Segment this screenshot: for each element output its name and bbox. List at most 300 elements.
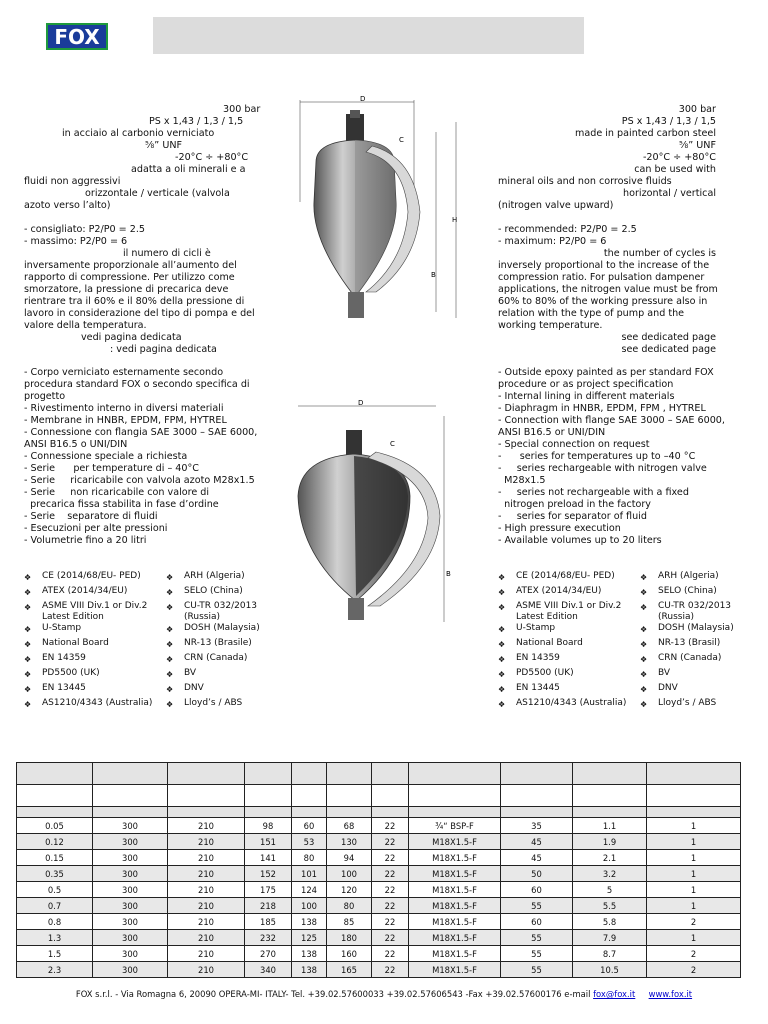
diamond-bullet-icon: ❖ bbox=[24, 625, 32, 634]
table-cell: 1.1 bbox=[573, 818, 647, 834]
diamond-bullet-icon: ❖ bbox=[640, 573, 648, 582]
table-cell: 60 bbox=[501, 882, 573, 898]
spec-line bbox=[24, 212, 274, 224]
table-row bbox=[17, 914, 741, 930]
table-cell: M18X1.5-F bbox=[409, 882, 501, 898]
diamond-bullet-icon: ❖ bbox=[24, 685, 32, 694]
footer-website-link[interactable]: www.fox.it bbox=[648, 989, 693, 999]
feature-line: nitrogen preload in the factory bbox=[498, 499, 651, 510]
table-cell: 210 bbox=[168, 914, 245, 930]
certification-item: ASME VIII Div.1 or Div.2 Latest Edition bbox=[516, 601, 622, 622]
table-cell: 210 bbox=[168, 962, 245, 978]
dim-c-label-2: C bbox=[390, 440, 395, 448]
diamond-bullet-icon: ❖ bbox=[640, 655, 648, 664]
table-cell: 0.15 bbox=[17, 850, 93, 866]
footer bbox=[0, 988, 768, 1000]
table-row bbox=[17, 882, 741, 898]
table-cell: 232 bbox=[245, 930, 292, 946]
certification-item: CU-TR 032/2013 (Russia) bbox=[658, 601, 732, 622]
certifications-left bbox=[24, 571, 264, 713]
cert-row bbox=[24, 571, 264, 586]
table-cell: 80 bbox=[327, 898, 372, 914]
table-cell: 210 bbox=[168, 930, 245, 946]
table-cell: 53 bbox=[292, 834, 327, 850]
table-cell: 7.9 bbox=[573, 930, 647, 946]
table-cell: 1 bbox=[647, 834, 741, 850]
table-cell: 3.2 bbox=[573, 866, 647, 882]
feature-line: ANSI B16.5 o UNI/DIN bbox=[24, 439, 128, 450]
feature-line: progetto bbox=[24, 391, 66, 402]
table-cell: M18X1.5-F bbox=[409, 946, 501, 962]
diamond-bullet-icon: ❖ bbox=[498, 685, 506, 694]
table-cell: 0.8 bbox=[17, 914, 93, 930]
cert-row bbox=[498, 668, 738, 683]
table-cell: 22 bbox=[372, 866, 409, 882]
diamond-bullet-icon: ❖ bbox=[166, 588, 174, 597]
table-cell: M18X1.5-F bbox=[409, 962, 501, 978]
table-cell: 300 bbox=[93, 866, 168, 882]
cert-row bbox=[24, 586, 264, 601]
table-cell: 300 bbox=[93, 946, 168, 962]
diamond-bullet-icon: ❖ bbox=[24, 603, 32, 612]
table-cell: 68 bbox=[327, 818, 372, 834]
diamond-bullet-icon: ❖ bbox=[498, 655, 506, 664]
cert-row bbox=[498, 623, 738, 638]
spec-line: see dedicated page bbox=[621, 344, 716, 355]
certification-item: ASME VIII Div.1 or Div.2 Latest Edition bbox=[42, 601, 148, 622]
dim-h-label: H bbox=[452, 216, 458, 224]
table-cell: M18X1.5-F bbox=[409, 914, 501, 930]
right-specifications bbox=[498, 104, 716, 356]
table-cell: 2 bbox=[647, 914, 741, 930]
certification-item: CU-TR 032/2013 (Russia) bbox=[184, 601, 258, 622]
table-cell: 22 bbox=[372, 946, 409, 962]
certification-item: DNV bbox=[184, 683, 204, 693]
feature-line: procedure or as project specification bbox=[498, 379, 674, 390]
feature-line: - Outside epoxy painted as per standard FOX bbox=[498, 367, 714, 378]
dim-d-label-2: D bbox=[358, 399, 364, 407]
diamond-bullet-icon: ❖ bbox=[166, 655, 174, 664]
table-cell: 5.5 bbox=[573, 898, 647, 914]
table-cell: 55 bbox=[501, 946, 573, 962]
certification-item: ATEX (2014/34/EU) bbox=[42, 586, 128, 596]
table-cell: M18X1.5-F bbox=[409, 834, 501, 850]
table-row bbox=[17, 866, 741, 882]
dim-c-label: C bbox=[399, 136, 404, 144]
certification-item: PD5500 (UK) bbox=[516, 668, 574, 678]
left-features-list bbox=[24, 367, 274, 547]
table-cell: 100 bbox=[292, 898, 327, 914]
spec-line: - maximum: P2/P0 = 6 bbox=[498, 236, 607, 247]
specification-table bbox=[16, 762, 741, 978]
cert-row bbox=[24, 683, 264, 698]
table-cell: 300 bbox=[93, 882, 168, 898]
feature-line: - series not rechargeable with a fixed bbox=[498, 487, 689, 498]
table-cell: 300 bbox=[93, 914, 168, 930]
table-cell: 0.12 bbox=[17, 834, 93, 850]
table-header-row bbox=[17, 807, 741, 818]
cert-row bbox=[498, 601, 738, 623]
table-cell: 101 bbox=[292, 866, 327, 882]
table-cell: 35 bbox=[501, 818, 573, 834]
table-cell: 80 bbox=[292, 850, 327, 866]
table-cell: 55 bbox=[501, 962, 573, 978]
feature-line: - Serie per temperature di – 40°C bbox=[24, 463, 200, 474]
diamond-bullet-icon: ❖ bbox=[166, 573, 174, 582]
table-cell: 60 bbox=[501, 914, 573, 930]
table-cell: 185 bbox=[245, 914, 292, 930]
table-row bbox=[17, 930, 741, 946]
cert-row bbox=[498, 698, 738, 713]
accumulator-drawing-bottom bbox=[286, 396, 478, 632]
feature-line: procedura standard FOX o secondo specifica di bbox=[24, 379, 250, 390]
table-row bbox=[17, 962, 741, 978]
spec-line: inversamente proporzionale all’aumento del bbox=[24, 260, 237, 271]
table-cell: 55 bbox=[501, 898, 573, 914]
diamond-bullet-icon: ❖ bbox=[166, 685, 174, 694]
certification-item: BV bbox=[184, 668, 197, 678]
certification-item: CRN (Canada) bbox=[658, 653, 722, 663]
feature-line: - series for separator of fluid bbox=[498, 511, 647, 522]
table-cell: 55 bbox=[501, 930, 573, 946]
certification-item: AS1210/4343 (Australia) bbox=[42, 698, 153, 708]
table-cell: 22 bbox=[372, 882, 409, 898]
diamond-bullet-icon: ❖ bbox=[24, 700, 32, 709]
table-cell: 2 bbox=[647, 946, 741, 962]
spec-line: -20°C ÷ +80°C bbox=[175, 152, 249, 163]
cert-row bbox=[498, 683, 738, 698]
cert-row bbox=[24, 623, 264, 638]
spec-line: horizontal / vertical bbox=[623, 188, 716, 199]
table-cell: 1 bbox=[647, 898, 741, 914]
table-cell: 210 bbox=[168, 866, 245, 882]
feature-line: precarica fissa stabilita in fase d’ordine bbox=[24, 499, 219, 510]
certification-item: SELO (China) bbox=[658, 586, 717, 596]
diamond-bullet-icon: ❖ bbox=[166, 640, 174, 649]
spec-line: PS x 1,43 / 1,3 / 1,5 bbox=[621, 116, 716, 127]
diamond-bullet-icon: ❖ bbox=[166, 625, 174, 634]
spec-line: orizzontale / verticale (valvola bbox=[85, 188, 230, 199]
spec-line: the number of cycles is bbox=[603, 248, 716, 259]
table-cell: 1.3 bbox=[17, 930, 93, 946]
table-cell: 22 bbox=[372, 818, 409, 834]
spec-line: mineral oils and non corrosive fluids bbox=[498, 176, 672, 187]
spec-line: relation with the type of pump and the bbox=[498, 308, 685, 319]
certifications-right bbox=[498, 571, 738, 713]
table-cell: 22 bbox=[372, 914, 409, 930]
table-cell: 300 bbox=[93, 930, 168, 946]
table-cell: 1 bbox=[647, 866, 741, 882]
table-cell: 85 bbox=[327, 914, 372, 930]
spec-line: - consigliato: P2/P0 = 2.5 bbox=[24, 224, 146, 235]
table-row bbox=[17, 946, 741, 962]
diamond-bullet-icon: ❖ bbox=[640, 700, 648, 709]
cert-row bbox=[24, 653, 264, 668]
table-cell: 300 bbox=[93, 834, 168, 850]
table-row bbox=[17, 818, 741, 834]
cert-row bbox=[24, 601, 264, 623]
table-cell: 210 bbox=[168, 946, 245, 962]
table-cell: 2 bbox=[647, 962, 741, 978]
certification-item: National Board bbox=[42, 638, 109, 648]
left-specifications bbox=[24, 104, 274, 356]
table-cell: 8.7 bbox=[573, 946, 647, 962]
certification-item: NR-13 (Brasile) bbox=[184, 638, 252, 648]
table-cell: 210 bbox=[168, 850, 245, 866]
dim-b-label-2: B bbox=[446, 570, 451, 578]
diamond-bullet-icon: ❖ bbox=[498, 700, 506, 709]
feature-line: - Connessione con flangia SAE 3000 – SAE 6000, bbox=[24, 427, 258, 438]
feature-line: - Internal lining in different materials bbox=[498, 391, 675, 402]
feature-line: - Available volumes up to 20 liters bbox=[498, 535, 662, 546]
spec-line: (nitrogen valve upward) bbox=[498, 200, 614, 211]
certification-item: EN 13445 bbox=[516, 683, 560, 693]
table-cell: 125 bbox=[292, 930, 327, 946]
table-cell: 160 bbox=[327, 946, 372, 962]
table-cell: 60 bbox=[292, 818, 327, 834]
certification-item: Lloyd’s / ABS bbox=[184, 698, 243, 708]
certification-item: ARH (Algeria) bbox=[658, 571, 719, 581]
table-cell: 50 bbox=[501, 866, 573, 882]
certification-item: CE (2014/68/EU- PED) bbox=[42, 571, 141, 581]
certification-item: ARH (Algeria) bbox=[184, 571, 245, 581]
diamond-bullet-icon: ❖ bbox=[166, 603, 174, 612]
accumulator-drawing-top bbox=[286, 92, 478, 328]
table-cell: 210 bbox=[168, 834, 245, 850]
header-title-bar bbox=[153, 17, 584, 54]
diamond-bullet-icon: ❖ bbox=[640, 588, 648, 597]
feature-line: - High pressure execution bbox=[498, 523, 621, 534]
table-cell: 100 bbox=[327, 866, 372, 882]
table-cell: 2.3 bbox=[17, 962, 93, 978]
dim-b-label: B bbox=[431, 271, 436, 279]
certification-item: NR-13 (Brasil) bbox=[658, 638, 721, 648]
table-cell: 218 bbox=[245, 898, 292, 914]
cert-row bbox=[498, 571, 738, 586]
spec-line: adatta a oli minerali e a bbox=[131, 164, 246, 175]
certification-item: AS1210/4343 (Australia) bbox=[516, 698, 627, 708]
table-cell: 98 bbox=[245, 818, 292, 834]
table-cell: 300 bbox=[93, 850, 168, 866]
diamond-bullet-icon: ❖ bbox=[498, 640, 506, 649]
right-features-list bbox=[498, 367, 728, 547]
table-cell: 1 bbox=[647, 850, 741, 866]
table-cell: 300 bbox=[93, 962, 168, 978]
spec-line: working temperature. bbox=[498, 320, 603, 331]
spec-line: lavoro in considerazione del tipo di pompa e del bbox=[24, 308, 255, 319]
feature-line: - Rivestimento interno in diversi materiali bbox=[24, 403, 224, 414]
diamond-bullet-icon: ❖ bbox=[24, 588, 32, 597]
spec-line: made in painted carbon steel bbox=[575, 128, 716, 139]
diamond-bullet-icon: ❖ bbox=[640, 685, 648, 694]
diamond-bullet-icon: ❖ bbox=[498, 670, 506, 679]
feature-line: - Volumetrie fino a 20 litri bbox=[24, 535, 147, 546]
table-cell: 22 bbox=[372, 834, 409, 850]
spec-line: : vedi pagina dedicata bbox=[110, 344, 217, 355]
spec-line: - recommended: P2/P0 = 2.5 bbox=[498, 224, 637, 235]
table-cell: 130 bbox=[327, 834, 372, 850]
feature-line: - Connessione speciale a richiesta bbox=[24, 451, 188, 462]
cert-row bbox=[498, 638, 738, 653]
table-cell: 138 bbox=[292, 962, 327, 978]
certification-item: EN 13445 bbox=[42, 683, 86, 693]
spec-line: ⅝” UNF bbox=[145, 140, 183, 151]
certification-item: U-Stamp bbox=[42, 623, 82, 633]
table-cell: 1.5 bbox=[17, 946, 93, 962]
table-cell: 5.8 bbox=[573, 914, 647, 930]
table-cell: 0.7 bbox=[17, 898, 93, 914]
certification-item: DOSH (Malaysia) bbox=[184, 623, 260, 633]
dim-d-label: D bbox=[360, 95, 366, 103]
table-cell: 165 bbox=[327, 962, 372, 978]
spec-line: il numero di cicli è bbox=[123, 248, 211, 259]
diamond-bullet-icon: ❖ bbox=[166, 700, 174, 709]
spec-line: applications, the nitrogen value must be from bbox=[498, 284, 718, 295]
certification-item: Lloyd’s / ABS bbox=[658, 698, 717, 708]
table-cell: 45 bbox=[501, 850, 573, 866]
table-cell: 0.05 bbox=[17, 818, 93, 834]
diamond-bullet-icon: ❖ bbox=[640, 625, 648, 634]
table-cell: 138 bbox=[292, 914, 327, 930]
certification-item: EN 14359 bbox=[42, 653, 86, 663]
certification-item: ATEX (2014/34/EU) bbox=[516, 586, 602, 596]
cert-row bbox=[24, 638, 264, 653]
spec-line: smorzatore, la pressione di precarica deve bbox=[24, 284, 229, 295]
feature-line: - Diaphragm in HNBR, EPDM, FPM , HYTREL bbox=[498, 403, 706, 414]
table-cell: 151 bbox=[245, 834, 292, 850]
certification-item: DOSH (Malaysia) bbox=[658, 623, 734, 633]
table-cell: 1 bbox=[647, 882, 741, 898]
spec-line: in acciaio al carbonio verniciato bbox=[62, 128, 215, 139]
spec-line: vedi pagina dedicata bbox=[81, 332, 182, 343]
logo-text: FOX bbox=[54, 25, 100, 49]
diamond-bullet-icon: ❖ bbox=[498, 625, 506, 634]
table-cell: 22 bbox=[372, 850, 409, 866]
table-cell: 152 bbox=[245, 866, 292, 882]
table-cell: 22 bbox=[372, 962, 409, 978]
diamond-bullet-icon: ❖ bbox=[640, 640, 648, 649]
cert-row bbox=[498, 586, 738, 601]
table-cell: M18X1.5-F bbox=[409, 850, 501, 866]
table-cell: 1 bbox=[647, 818, 741, 834]
certification-item: SELO (China) bbox=[184, 586, 243, 596]
table-header-row bbox=[17, 785, 741, 807]
certification-item: EN 14359 bbox=[516, 653, 560, 663]
feature-line: - Esecuzioni per alte pressioni bbox=[24, 523, 168, 534]
diamond-bullet-icon: ❖ bbox=[24, 573, 32, 582]
spec-line: ⅝” UNF bbox=[678, 140, 716, 151]
table-cell: 120 bbox=[327, 882, 372, 898]
footer-address: FOX s.r.l. - Via Romagna 6, 20090 OPERA-MI- ITALY- Tel. +39.02.57600033 +39.02.57606543 -Fax +39.02.57600176 e-mail bbox=[75, 989, 594, 999]
spec-line: see dedicated page bbox=[621, 332, 716, 343]
spec-line: 300 bar bbox=[223, 104, 261, 115]
spec-line: - massimo: P2/P0 = 6 bbox=[24, 236, 128, 247]
diamond-bullet-icon: ❖ bbox=[498, 603, 506, 612]
table-cell: 0.35 bbox=[17, 866, 93, 882]
table-cell: 22 bbox=[372, 930, 409, 946]
footer-email-link[interactable]: fox@fox.it bbox=[593, 989, 636, 999]
certification-item: BV bbox=[658, 668, 671, 678]
table-cell: 270 bbox=[245, 946, 292, 962]
table-cell: 94 bbox=[327, 850, 372, 866]
table-cell: 300 bbox=[93, 818, 168, 834]
spec-line: azoto verso l’alto) bbox=[24, 200, 111, 211]
table-cell: 138 bbox=[292, 946, 327, 962]
table-cell: 141 bbox=[245, 850, 292, 866]
certification-item: U-Stamp bbox=[516, 623, 556, 633]
spec-line: compression ratio. For pulsation dampener bbox=[498, 272, 705, 283]
feature-line: - Special connection on request bbox=[498, 439, 650, 450]
feature-line: - Serie separatore di fluidi bbox=[24, 511, 158, 522]
cert-row bbox=[24, 668, 264, 683]
spec-line: inversely proportional to the increase of the bbox=[498, 260, 710, 271]
table-row bbox=[17, 898, 741, 914]
cert-row bbox=[24, 698, 264, 713]
table-cell: 45 bbox=[501, 834, 573, 850]
diamond-bullet-icon: ❖ bbox=[166, 670, 174, 679]
table-cell: 1 bbox=[647, 930, 741, 946]
certification-item: CRN (Canada) bbox=[184, 653, 248, 663]
certification-item: DNV bbox=[658, 683, 678, 693]
certification-item: CE (2014/68/EU- PED) bbox=[516, 571, 615, 581]
table-cell: M18X1.5-F bbox=[409, 866, 501, 882]
diamond-bullet-icon: ❖ bbox=[498, 573, 506, 582]
table-row bbox=[17, 850, 741, 866]
table-cell: 2.1 bbox=[573, 850, 647, 866]
table-cell: M18X1.5-F bbox=[409, 898, 501, 914]
table-cell: 340 bbox=[245, 962, 292, 978]
diamond-bullet-icon: ❖ bbox=[24, 640, 32, 649]
diamond-bullet-icon: ❖ bbox=[24, 670, 32, 679]
diamond-bullet-icon: ❖ bbox=[498, 588, 506, 597]
feature-line: - Membrane in HNBR, EPDM, FPM, HYTREL bbox=[24, 415, 227, 426]
feature-line: - Connection with flange SAE 3000 – SAE 6000, bbox=[498, 415, 725, 426]
table-cell: 210 bbox=[168, 882, 245, 898]
table-cell: 175 bbox=[245, 882, 292, 898]
spec-line: fluidi non aggressivi bbox=[24, 176, 121, 187]
diamond-bullet-icon: ❖ bbox=[24, 655, 32, 664]
certification-item: PD5500 (UK) bbox=[42, 668, 100, 678]
fox-logo bbox=[46, 23, 108, 50]
table-cell: 180 bbox=[327, 930, 372, 946]
table-cell: 1.9 bbox=[573, 834, 647, 850]
table-cell: 5 bbox=[573, 882, 647, 898]
spec-line: -20°C ÷ +80°C bbox=[642, 152, 716, 163]
feature-line: - series rechargeable with nitrogen valve bbox=[498, 463, 707, 474]
table-cell: 300 bbox=[93, 898, 168, 914]
feature-line: - series for temperatures up to –40 °C bbox=[498, 451, 696, 462]
table-cell: 210 bbox=[168, 818, 245, 834]
spec-line bbox=[498, 212, 716, 224]
table-cell: 0.5 bbox=[17, 882, 93, 898]
spec-line: rapporto di compressione. Per utilizzo come bbox=[24, 272, 235, 283]
spec-line: 300 bar bbox=[678, 104, 716, 115]
spec-line: can be used with bbox=[634, 164, 716, 175]
certification-item: National Board bbox=[516, 638, 583, 648]
diamond-bullet-icon: ❖ bbox=[640, 603, 648, 612]
cert-row bbox=[498, 653, 738, 668]
spec-line: rientrare tra il 60% e il 80% della pressione di bbox=[24, 296, 245, 307]
spec-line: valore della temperatura. bbox=[24, 320, 147, 331]
table-header-row bbox=[17, 763, 741, 785]
feature-line: - Serie non ricaricabile con valore di bbox=[24, 487, 210, 498]
diamond-bullet-icon: ❖ bbox=[640, 670, 648, 679]
spec-line: PS x 1,43 / 1,3 / 1,5 bbox=[149, 116, 244, 127]
table-cell: M18X1.5-F bbox=[409, 930, 501, 946]
feature-line: M28x1.5 bbox=[498, 475, 546, 486]
feature-line: ANSI B16.5 or UNI/DIN bbox=[498, 427, 606, 438]
table-row bbox=[17, 834, 741, 850]
